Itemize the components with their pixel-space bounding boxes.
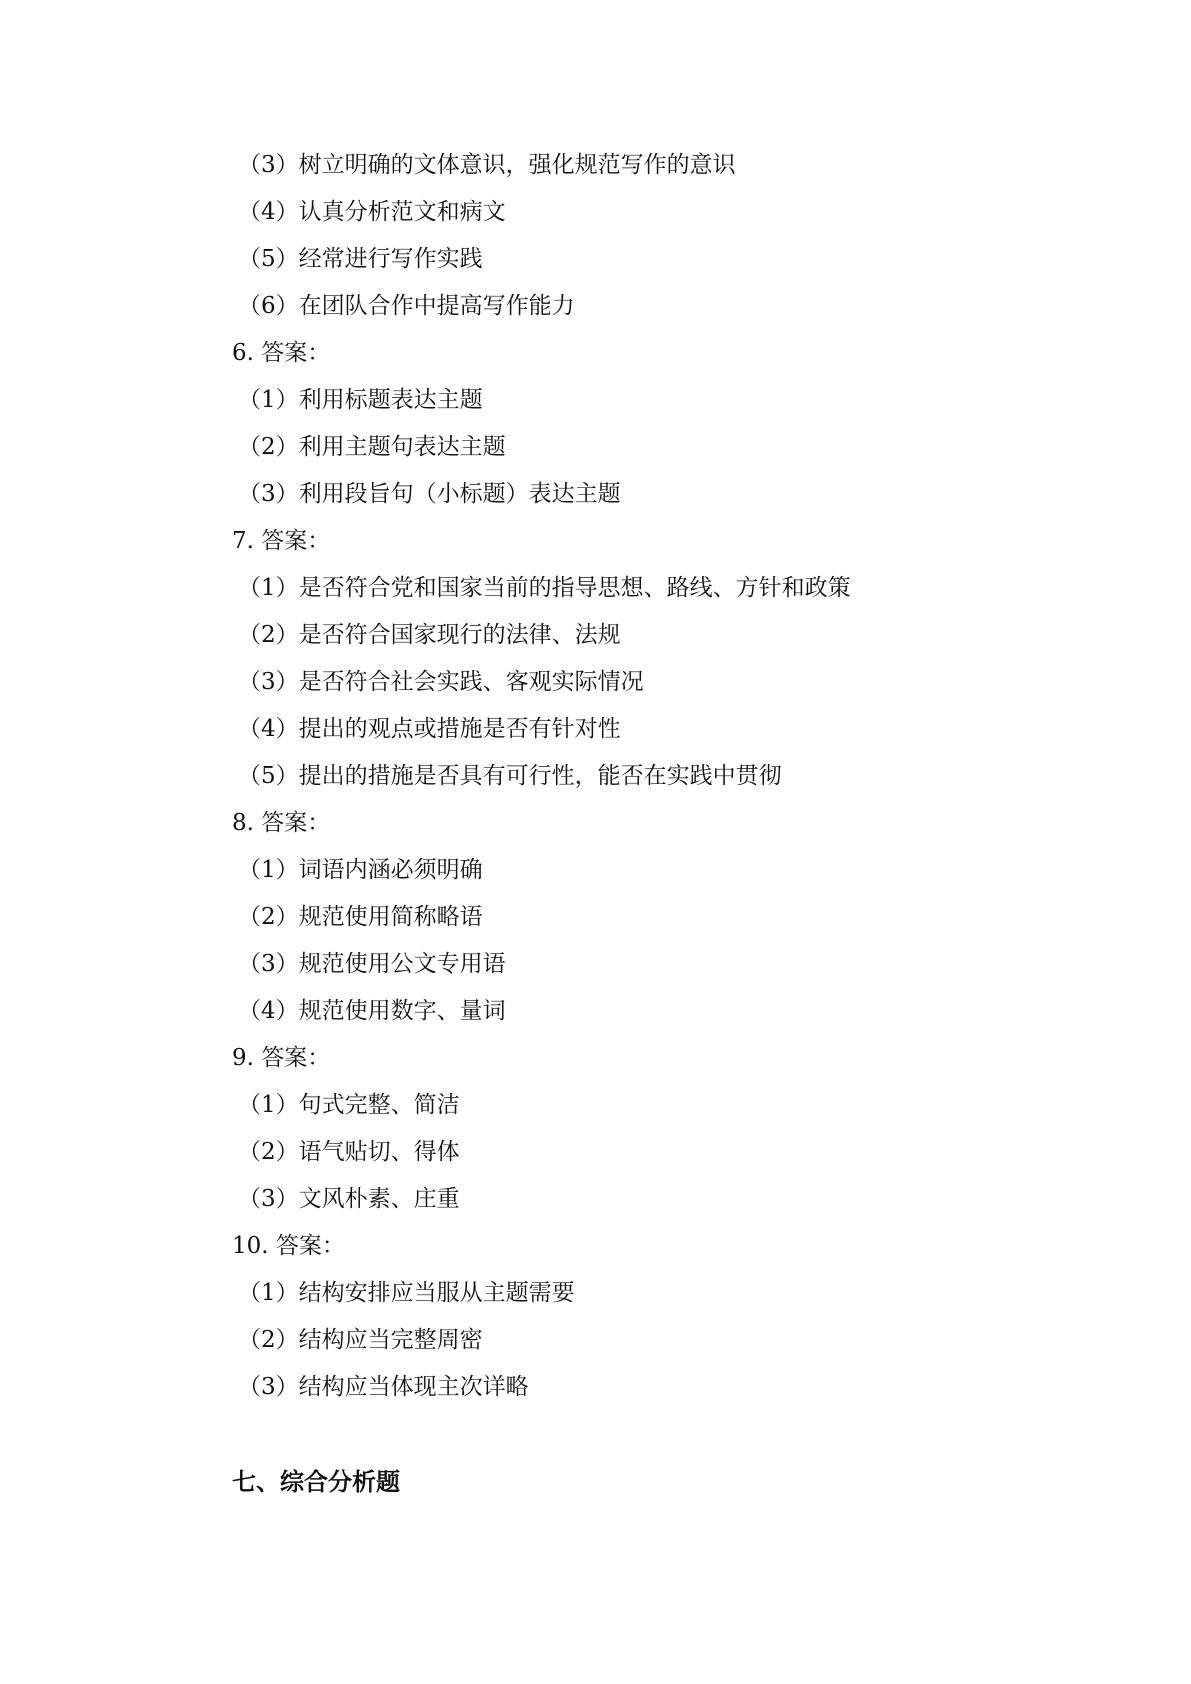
answer-item: （4）认真分析范文和病文	[238, 199, 506, 225]
answer-item: （2）规范使用简称略语	[238, 904, 483, 930]
answer-item: （3）利用段旨句（小标题）表达主题	[238, 481, 621, 507]
answer-item: （3）文风朴素、庄重	[238, 1186, 460, 1212]
answer-item: （1）词语内涵必须明确	[238, 857, 483, 883]
answer-item: （1）句式完整、简洁	[238, 1092, 460, 1118]
answer-item: （2）是否符合国家现行的法律、法规	[238, 622, 621, 648]
answer-heading: 8. 答案：	[232, 810, 331, 836]
answer-item: （2）利用主题句表达主题	[238, 434, 506, 460]
answer-list	[232, 142, 992, 1411]
answer-item: （2）语气贴切、得体	[238, 1139, 460, 1165]
answer-heading: 9. 答案：	[232, 1045, 331, 1071]
answer-item: （3）树立明确的文体意识，强化规范写作的意识	[238, 152, 736, 178]
answer-item: （4）提出的观点或措施是否有针对性	[238, 716, 621, 742]
answer-item: （1）结构安排应当服从主题需要	[238, 1280, 575, 1306]
answer-item: （2）结构应当完整周密	[238, 1327, 483, 1353]
answer-heading: 6. 答案：	[232, 340, 331, 366]
answer-item: （1）利用标题表达主题	[238, 387, 483, 413]
answer-item: （3）是否符合社会实践、客观实际情况	[238, 669, 644, 695]
answer-item: （6）在团队合作中提高写作能力	[238, 293, 575, 319]
answer-item: （3）结构应当体现主次详略	[238, 1374, 529, 1400]
answer-item: （5）经常进行写作实践	[238, 246, 483, 272]
section-heading: 七、综合分析题	[232, 1468, 400, 1496]
answer-item: （3）规范使用公文专用语	[238, 951, 506, 977]
answer-heading: 10. 答案：	[232, 1233, 345, 1259]
answer-heading: 7. 答案：	[232, 528, 331, 554]
answer-item: （4）规范使用数字、量词	[238, 998, 506, 1024]
answer-item: （1）是否符合党和国家当前的指导思想、路线、方针和政策	[238, 575, 851, 601]
answer-item: （5）提出的措施是否具有可行性，能否在实践中贯彻	[238, 763, 782, 789]
